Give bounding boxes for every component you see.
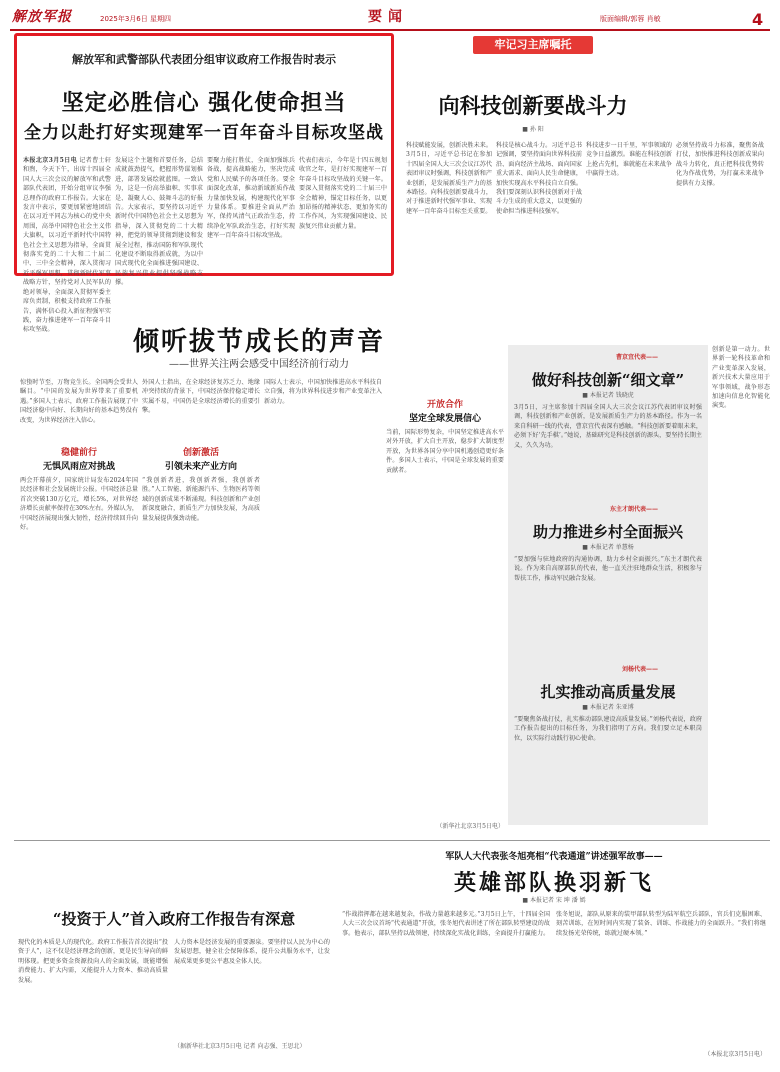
- panel-byline-2: ■ 本报记者 单慧杨: [582, 544, 634, 551]
- bottom-right-title: 英雄部队换羽新飞: [453, 870, 654, 896]
- bottom-left-footer: （据新华社北京3月5日电 记者 向志强、王思北）: [174, 1043, 306, 1050]
- newspaper-logo: 解放军报: [12, 9, 72, 25]
- panel-title-1: 做好科技创新“细文章”: [531, 371, 685, 389]
- bottom-right-column-1: “作战指挥都在越来越复杂，作战力量越来越多元。”3月5日上午，十四届全国人大三次会议首场“代表通道”开放，张冬旭代表讲述了所在部队转型建设的故事。他表示，部队坚持以战领建，持续深化实战化训练，全面提升打赢能力。: [342, 911, 550, 937]
- mid-feature: [14, 280, 504, 840]
- masthead-rule: [10, 29, 770, 31]
- delegates-panel: [508, 345, 708, 825]
- mid-column-3: 国际人士表示，中国加快推进高水平科技自立自强，将为世界科技进步和产业变革注入新动力。: [264, 379, 382, 405]
- page-number: 4: [752, 10, 764, 29]
- panel-byline-3: ■ 本报记者 朱亚博: [582, 704, 634, 711]
- panel-body-2: “要加强与驻地政府的沟通协调，助力乡村全面振兴。”东主才朗代表说。作为来自高原部队的代表，他一直关注驻地群众生活，积极参与帮扶工作，推动军民融合发展。: [514, 556, 702, 582]
- commentary-continuation: [710, 345, 772, 825]
- commentary-column-1: 科技赋能发展，创新决胜未来。3月5日，习近平总书记在参加十四届全国人大三次会议江苏代表团审议时强调，科技创新和产业创新，是发展新质生产力的基本路径。向科技创新要战斗力，对于推进新时代强军事业、实现建军一百年奋斗目标至关重要。: [406, 142, 492, 215]
- section-title: 要闻: [368, 9, 408, 25]
- mid-heading-2b: 引领未来产业方向: [164, 462, 237, 472]
- lead-kicker: 解放军和武警部队代表团分组审议政府工作报告时表示: [72, 53, 336, 66]
- bottom-right-byline: ■ 本报记者 宋 坤 潘 嫣: [522, 897, 586, 904]
- commentary-column-5: 创新是第一动力。世界新一轮科技革命和产业变革深入发展，新兴技术大量应用于军事领域，战争形态加速向信息化智能化演变。: [712, 346, 770, 410]
- bottom-left-article: [14, 846, 334, 1068]
- lead-title-line2: 全力以赴打好实现建军一百年奋斗目标攻坚战: [24, 123, 384, 143]
- lead-column-1: [23, 156, 112, 334]
- commentary-label: 牢记习主席嘱托: [473, 36, 593, 54]
- mid-heading-3b: 坚定全球发展信心: [408, 414, 481, 424]
- panel-tag-2: 东主才朗代表——: [609, 506, 658, 513]
- bottom-right-label: 军队人大代表张冬旭亮相“代表通道”讲述强军故事——: [445, 852, 663, 862]
- masthead: [0, 0, 780, 28]
- mid-heading-3: 开放合作: [426, 400, 463, 410]
- panel-byline-1: ■ 本报记者 钱晓虎: [582, 392, 634, 399]
- bottom-right-footer: （本报北京3月5日电）: [704, 1051, 766, 1058]
- lead-column-4: 代表们表示，今年是十四五规划收官之年，是打好实现建军一百年奋斗目标攻坚战的关键一年。要深入贯彻落实党的二十届三中全会精神，锚定目标任务，以更加昂扬的精神状态、更加务实的工作作风，为实现强国建设、民族复兴伟业贡献力量。: [299, 157, 387, 230]
- mid-column-4: 当前，国际形势复杂，中国坚定推进高水平对外开放，扩大自主开放，稳步扩大制度型开放，为世界各国分享中国机遇创造更好条件。多国人士表示，中国是全球发展的重要贡献者。: [386, 429, 504, 474]
- lead-dateline: 本报北京3月5日电: [23, 157, 77, 164]
- issue-date: 2025年3月6日 星期四: [100, 15, 171, 23]
- lead-title-line1: 坚定必胜信心 强化使命担当: [61, 90, 347, 116]
- mid-heading-1: 稳健前行: [60, 448, 97, 458]
- commentary-column-2: 科技是核心战斗力。习近平总书记强调，要坚持面向世界科技前沿、面向经济主战场、面向国家重大需求、面向人民生命健康，加快实现高水平科技自立自强。我们要深刻认识科技创新对于战斗力生成的重大意义，以更强的使命担当推进科技强军。: [496, 142, 582, 215]
- lead-story: [14, 33, 394, 334]
- panel-title-2: 助力推进乡村全面振兴: [532, 523, 683, 541]
- bottom-left-column-2: 人力资本是经济发展的重要源泉。要坚持以人民为中心的发展思想，健全社会保障体系，提升公共服务水平，让发展成果更多更公平惠及全体人民。: [174, 939, 330, 965]
- mid-column-2: “我创新者进，我创新者强，我创新者胜。”人工智能、新能源汽车、生物医药等领域的创新成果不断涌现。科技创新和产业创新深度融合，新质生产力加快发展，为高质量发展提供强劲动能。: [142, 477, 260, 522]
- panel-tag-3: 刘杨代表——: [621, 666, 658, 673]
- mid-heading-1b: 无惧风雨应对挑战: [42, 462, 115, 472]
- mid-column-1: 两会开幕前夕，国家统计局发布2024年国民经济和社会发展统计公报。中国经济总量首次突破130万亿元，增长5%，对世界经济增长贡献率保持在30%左右。外媒认为，中国经济展现出强大韧性，经济持续回升向好。: [20, 477, 138, 532]
- commentary-column-3: 科技进步一日千里，军事领域的竞争日益激烈。谁能在科技创新上抢占先机，谁就能在未来战争中赢得主动。: [586, 142, 672, 178]
- panel-body-1: 3月5日，习主席参加十四届全国人大三次会议江苏代表团审议时强调，科技创新和产业创新，是发展新质生产力的基本路径。作为一名来自科研一线的代表，曹京宜代表深有感触。“科技创新要着眼未来，必须下好‘先手棋’。”她说，基础研究是科技创新的源头，要坚持长期主义，久久为功。: [514, 404, 702, 449]
- mid-footer: （新华社北京3月5日电）: [436, 823, 504, 830]
- mid-heading-2: 创新激活: [182, 448, 219, 458]
- mid-intro: 惊蛰时节至，万物竞生长。全国两会受世人瞩目。“中国的发展为世界带来了重要机遇。”多国人士表示，政府工作报告展现了中国经济稳中向好、长期向好的基本趋势没有改变，为世界经济注入信心。: [20, 379, 138, 424]
- bottom-right-column-2: 张冬旭说，部队从原来的装甲部队转型为陆军航空兵部队，官兵们克服困难、刻苦训练，在短时间内实现了装备、训练、作战能力的全面跃升。“我们将继续发扬光荣传统，练就过硬本领。”: [556, 911, 766, 937]
- bottom-left-column-1: 现代化的本质是人的现代化。政府工作报告首次提出“投资于人”，这不仅是经济理念的创新，更是民生导向的鲜明体现。把更多资金资源投向人的全面发展，既能增强消费能力、扩大内需，又能提升人力资本、推动高质量发展。: [18, 939, 168, 984]
- bottom-left-title: “投资于人”首入政府工作报告有深意: [52, 910, 296, 928]
- panel-body-3: “要聚焦备战打仗，扎实推动部队建设高质量发展。”刘杨代表说，政府工作报告提出的目标任务，为我们指明了方向。我们要立足本职岗位，以实际行动践行初心使命。: [514, 716, 702, 742]
- panel-title-3: 扎实推动高质量发展: [540, 683, 676, 701]
- panel-tag-1: 曹京宜代表——: [615, 354, 658, 361]
- lead-body-1: 和煦，今天下午，出席十四届全国人大三次会议的解放军和武警部队代表团，开始分组审议李强总理作的政府工作报告。大家在发言中表示，要更加紧密地团结在以习近平同志为核心的党中央周围，高举中国特色社会主义伟大旗帜，以习近平新时代中国特色社会主义思想为指导，全面贯彻落实党的二十大和二十届二中、三中全会精神，深入贯彻习近平强军思想，贯彻新时代军事战略方针，坚持党对人民军队的绝对领导，全面深入贯彻军委主席负责制，积极支持政府工作报告，满怀信心投入新征程强军实践，奋力推进建军一百年奋斗目标攻坚战。: [23, 166, 111, 334]
- section-divider: [14, 840, 770, 841]
- commentary-title: 向科技创新要战斗力: [438, 93, 628, 118]
- lead-column-2: 发展这个主题和首要任务，总结成就鼓劲提气，把握形势谋划推进，部署发展绘就蓝图。一致认为，这是一份高举旗帜、实事求是、凝聚人心、鼓舞斗志的好报告。大家表示，要坚持以习近平新时代中国特色社会主义思想为指导，深入贯彻党的二十大精神，把党的领导贯彻到建设和发展全过程，推动国防和军队现代化建设不断取得新成就，为以中国式现代化全面推进强国建设、民族复兴伟业提供坚强战略支撑。: [115, 157, 203, 287]
- page-editors: 版面编辑/郭蓉 肖敏: [600, 15, 661, 23]
- bottom-right-article: [338, 846, 770, 1068]
- lead-column-3: 要聚力能打胜仗，全面加强练兵备战，提高战略能力，坚决完成党和人民赋予的各项任务。要全面深化改革，推动新域新质作战力量加快发展，构建现代化军事力量体系。要推进全面从严治军，保持风清气正政治生态，持续净化军队政治生态，打好实现建军一百年奋斗目标攻坚战。: [207, 157, 295, 240]
- commentary-column-4: 必须坚持战斗力标准，聚焦备战打仗，加快推进科技创新成果向战斗力转化，真正把科技优势转化为作战优势，为打赢未来战争提供有力支撑。: [676, 142, 764, 187]
- lead-reporter: 记者曹士轩: [79, 157, 112, 164]
- mid-subtitle: ——世界关注两会感受中国经济前行动力: [169, 359, 349, 370]
- mid-title: 倾听拔节成长的声音: [132, 327, 385, 357]
- commentary-byline: ■ 孙 阳: [522, 126, 544, 133]
- mid-column-2-top: 外国人士指出，在全球经济复苏乏力、地缘冲突持续的背景下，中国经济保持稳定增长实属不易，中国仍是全球经济增长的重要引擎。: [142, 379, 260, 415]
